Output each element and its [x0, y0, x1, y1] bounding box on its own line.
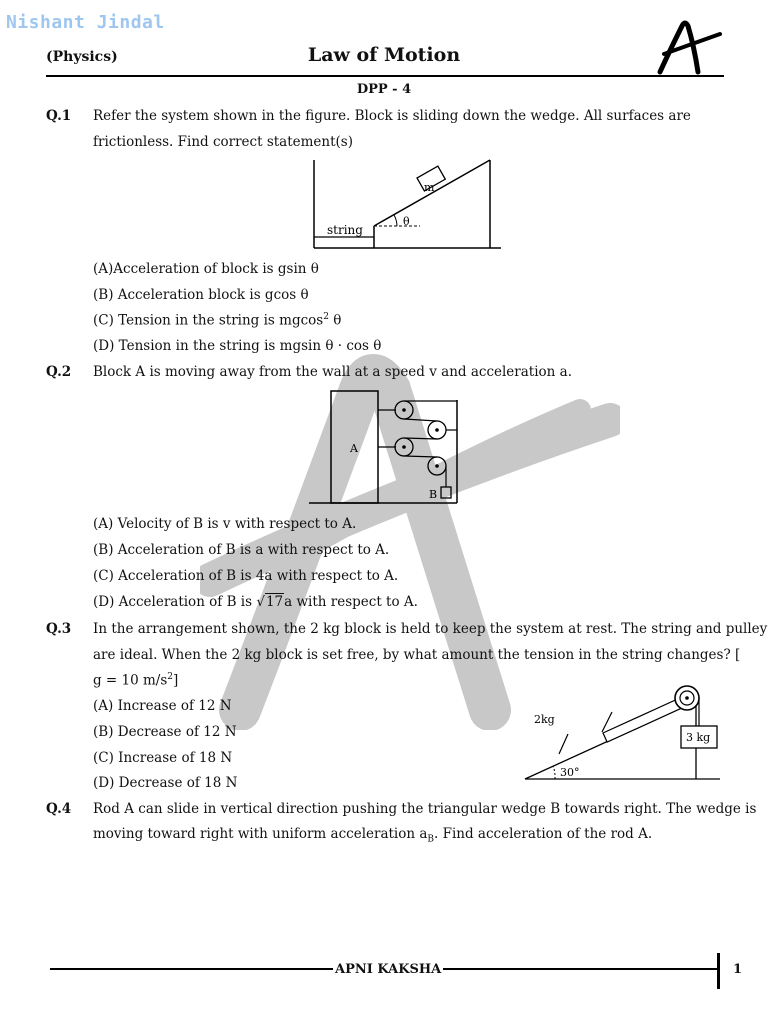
option-a: (A) Increase of 12 N [93, 698, 232, 714]
wedge-figure [305, 156, 505, 252]
question-text: Rod A can slide in vertical direction pushing the triangular wedge B towards right. The wedge is [93, 801, 757, 817]
option-b: (B) Acceleration block is gcos θ [93, 287, 309, 303]
option-c: (C) Increase of 18 N [93, 750, 233, 766]
block-b-label: B [429, 488, 438, 501]
question-text: are ideal. When the 2 kg block is set free, by what amount the tension in the string changes? [ [93, 647, 741, 663]
dpp-label: DPP - 4 [356, 82, 412, 97]
footer-divider [50, 968, 340, 970]
string-label: string [327, 223, 363, 237]
pulley-figure [305, 386, 465, 506]
angle-label: 30° [560, 766, 580, 779]
header-divider [46, 75, 724, 77]
angle-label: θ [403, 215, 410, 228]
option-b: (B) Decrease of 12 N [93, 724, 237, 740]
question-text: In the arrangement shown, the 2 kg block is held to keep the system at rest. The string and pulley [93, 621, 768, 637]
mass-label-2kg: 2kg [534, 713, 555, 726]
option-a: (A) Velocity of B is v with respect to A. [93, 516, 357, 532]
option-b: (B) Acceleration of B is a with respect to A. [93, 542, 390, 558]
question-text: Refer the system shown in the figure. Block is sliding down the wedge. All surfaces are [93, 108, 691, 124]
option-d: (D) Decrease of 18 N [93, 775, 238, 791]
question-number: Q.1 [46, 108, 72, 124]
option-d: (D) Acceleration of B is √17a with respect to A. [93, 594, 418, 610]
brand-name: Nishant Jindal [6, 12, 165, 33]
option-c: (C) Tension in the string is mgcos$^2$ θ [93, 312, 342, 329]
footer-brand: APNI KAKSHA [335, 962, 442, 977]
question-number: Q.3 [46, 621, 72, 637]
question-text: moving toward right with uniform acceleration $a_B$. Find acceleration of the rod A. [93, 826, 653, 845]
footer-bar [717, 953, 720, 989]
question-text: Block A is moving away from the wall at a speed v and acceleration a. [93, 364, 572, 380]
incline-figure [520, 678, 725, 786]
question-number: Q.2 [46, 364, 72, 380]
question-number: Q.4 [46, 801, 72, 817]
question-text: g = 10 $m/s^2$] [93, 672, 179, 689]
option-a: (A)Acceleration of block is gsin θ [93, 261, 319, 277]
page-title: Law of Motion [307, 44, 461, 66]
block-a-label: A [350, 442, 358, 455]
logo-icon [652, 20, 724, 76]
option-d: (D) Tension in the string is mgsin θ · cos θ [93, 338, 382, 354]
question-text: frictionless. Find correct statement(s) [93, 134, 354, 150]
page-number: 1 [733, 962, 743, 977]
mass-label-3kg: 3 kg [686, 731, 711, 744]
option-c: (C) Acceleration of B is 4a with respect to A. [93, 568, 399, 584]
footer-divider [430, 968, 718, 970]
subject-label: (Physics) [46, 49, 118, 65]
mass-label: m [424, 181, 435, 194]
